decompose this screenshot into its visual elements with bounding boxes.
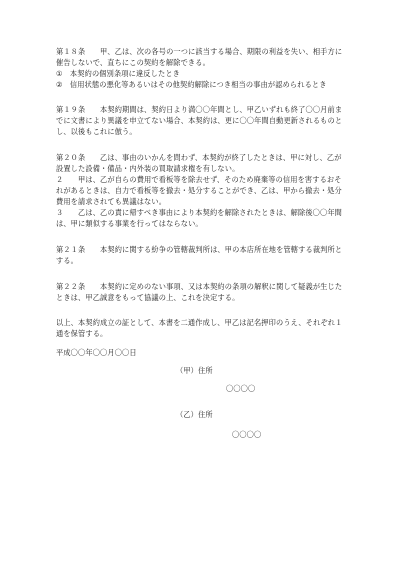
article-20-para-2-line-3: 費用を請求されても異議はない。	[56, 197, 167, 206]
article-19-line-1: 第１９条 本契約期間は、契約日より満〇〇年間とし、甲乙いずれも終了〇〇月前ま	[56, 105, 343, 114]
article-20-line-2: 設置した設備・備品・内外装の買取請求権を有しない。	[56, 164, 240, 173]
closing-line-1: 以上、本契約成立の証として、本書を二通作成し、甲乙は記名押印のうえ、それぞれ１	[56, 318, 343, 327]
article-20-para-3-line-1: ３ 乙は、乙の責に帰すべき事由により本契約を解除されたときは、解除後〇〇年間	[56, 208, 343, 217]
party-a-address-label: （甲）住所	[176, 366, 213, 375]
article-18-line-1: 第１８条 甲、乙は、次の各号の一つに該当する場合、期限の利益を失い、相手方に	[56, 47, 343, 56]
party-b-address-label: （乙）住所	[176, 410, 213, 419]
party-b-name: 〇〇〇〇	[232, 430, 262, 439]
closing-line-2: 通を保管する。	[56, 329, 108, 338]
article-19-line-3: し、以後もこれに倣う。	[56, 127, 137, 136]
article-20-para-2-line-1: ２ 甲は、乙が自らの費用で看板等を除去せず、そのため廃棄等の信用を害するおそ	[56, 175, 342, 184]
party-a-name: 〇〇〇〇	[226, 384, 256, 393]
article-18-line-2: 催告しないで、直ちにこの契約を解除できる。	[56, 58, 210, 67]
article-22-line-1: 第２２条 本契約に定めのない事項、又は本契約の条項の解釈に関して疑義が生じた	[56, 282, 343, 291]
article-18-item-1: ① 本契約の個別条項に違反したとき	[56, 69, 180, 78]
article-20-para-3-line-2: は、甲に類似する事業を行ってはならない。	[56, 219, 203, 228]
article-18-item-2: ② 信用状態の悪化等あるいはその他契約解除につき相当の事由が認められるとき	[56, 80, 327, 89]
contract-date: 平成〇〇年〇〇月〇〇日	[56, 348, 137, 357]
article-21-line-2: する。	[56, 256, 79, 265]
article-19-line-2: でに文書により異議を申立てない場合、本契約は、更に〇〇年間自動更新されるものと	[56, 116, 343, 125]
article-20-para-2-line-2: れがあるときは、自力で看板等を撤去・処分することができ、乙は、甲から撤去・処分	[56, 186, 342, 195]
article-21-line-1: 第２１条 本契約に関する紛争の管轄裁判所は、甲の本店所在地を管轄する裁判所と	[56, 245, 343, 254]
article-22-line-2: ときは、甲乙誠意をもって協議の上、これを決定する。	[56, 293, 240, 302]
article-20-line-1: 第２０条 乙は、事由のいかんを問わず、本契約が終了したときは、甲に対し、乙が	[56, 153, 342, 162]
